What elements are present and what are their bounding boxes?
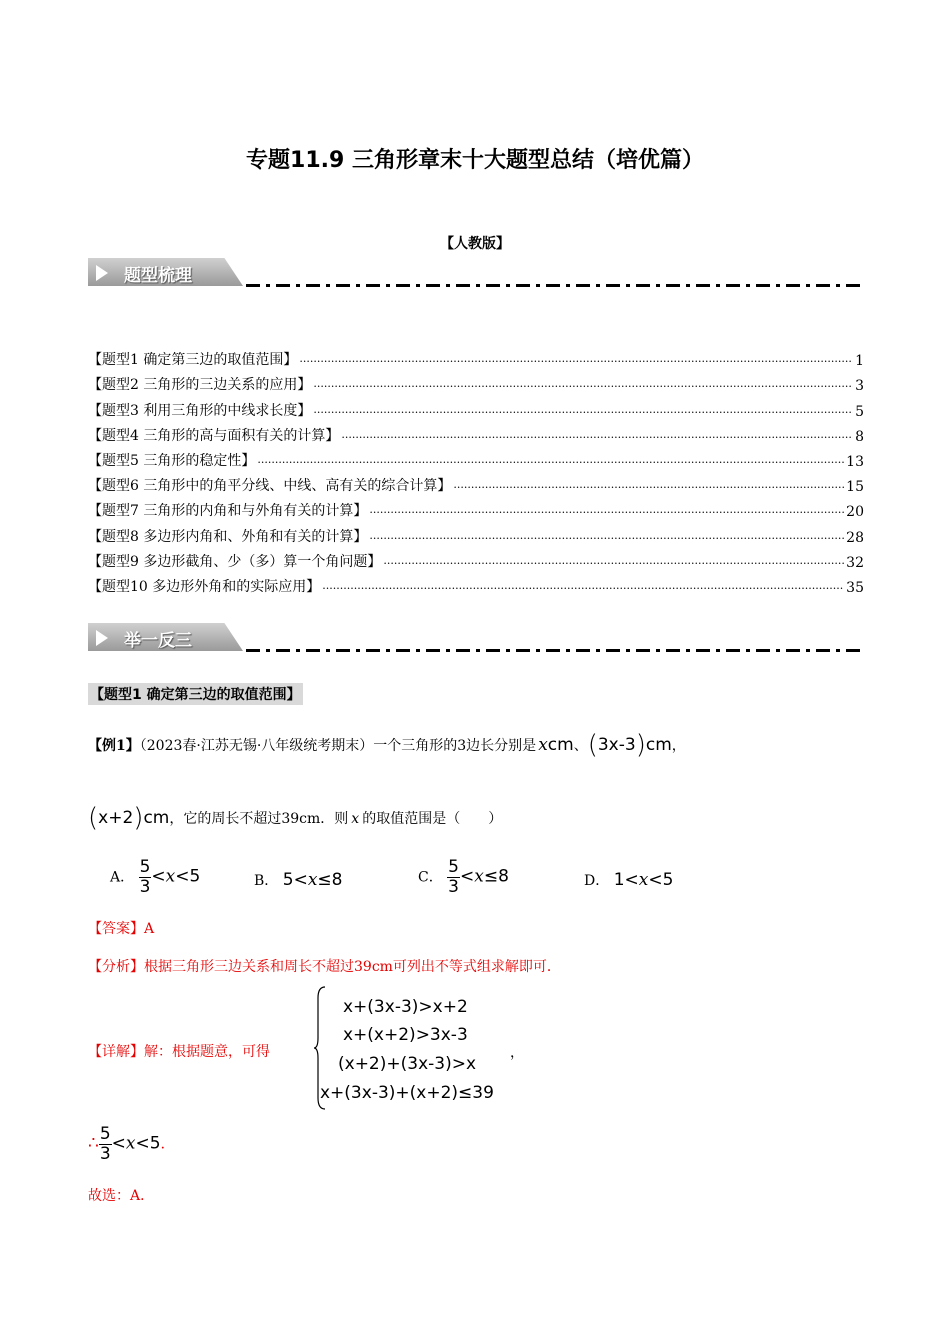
toc-item[interactable] <box>88 420 864 445</box>
toc-item[interactable] <box>88 520 864 545</box>
toc-item-page: 8 <box>855 428 864 445</box>
system-eq-3: (x+2)+(3x-3)>x <box>338 1054 477 1074</box>
conclusion-period: ． <box>160 1136 175 1153</box>
option-d[interactable] <box>584 870 673 890</box>
toc-item-title: 【题型1 确定第三边的取值范围】 <box>88 352 298 369</box>
paren-close: ) <box>635 730 646 760</box>
dash-divider <box>246 284 864 287</box>
side2-unit: cm <box>645 735 672 755</box>
fraction: $\frac{5}{3}$ <box>139 857 151 897</box>
option-expr-rest: <x<5 <box>151 866 201 887</box>
option-expr: 5<x≤8 <box>282 870 343 890</box>
detail-label: 【详解】 <box>88 1044 144 1060</box>
system-eq-2: x+(x+2)>3x-3 <box>343 1025 468 1045</box>
example-source: （2023春·江苏无锡·八年级统考期末）一个三角形的3边长分别是 <box>139 738 537 754</box>
analysis-line <box>88 956 561 976</box>
fraction: $\frac{5}{3}$ <box>448 857 459 897</box>
system-eq-4: x+(3x-3)+(x+2)≤39 <box>320 1083 494 1103</box>
toc-leader-dots <box>369 529 844 543</box>
paren-open: ( <box>587 730 598 760</box>
side3-unit: cm <box>143 808 170 828</box>
option-letter: C． <box>418 869 443 886</box>
side-comma: ， <box>671 738 686 754</box>
toc-item-title: 【题型8 多边形内角和、外角和有关的计算】 <box>88 528 368 545</box>
dash-divider <box>246 649 864 652</box>
toc-item-page: 35 <box>846 579 864 596</box>
banner-label: 举一反三 <box>124 631 192 651</box>
toc-item-page: 15 <box>846 479 864 496</box>
option-expr: 1<x<5 <box>613 870 674 890</box>
option-b[interactable] <box>254 870 342 890</box>
option-letter: D． <box>584 873 610 889</box>
toc-item-title: 【题型7 三角形的内角和与外角有关的计算】 <box>88 503 368 520</box>
option-expr-rest: <x≤8 <box>460 866 509 887</box>
toc-leader-dots <box>322 579 844 593</box>
example-question-line2 <box>88 803 502 833</box>
side1-var: x <box>538 735 548 755</box>
toc-item-title: 【题型3 利用三角形的中线求长度】 <box>88 402 312 419</box>
side2-expr: 3x-3 <box>597 735 636 755</box>
system-eq-1: x+(3x-3)>x+2 <box>343 997 468 1017</box>
option-c[interactable] <box>418 858 509 897</box>
toc-item[interactable] <box>88 445 864 470</box>
toc-leader-dots <box>383 554 844 568</box>
conclusion-line <box>88 1125 175 1164</box>
example-label: 【例1】 <box>88 738 140 754</box>
option-letter: A． <box>110 869 135 886</box>
option-a[interactable] <box>110 858 200 897</box>
conclusion-expr-rest: <x<5 <box>111 1133 161 1154</box>
fraction: $\frac{5}{3}$ <box>99 1124 111 1164</box>
side1-unit: cm <box>547 735 574 755</box>
analysis-label: 【分析】 <box>88 959 144 975</box>
system-trailing-comma: ， <box>510 1045 524 1061</box>
option-letter: B． <box>254 873 279 889</box>
toc-item-page: 28 <box>846 529 864 546</box>
answer-line <box>88 918 154 938</box>
toc-item[interactable] <box>88 571 864 596</box>
detail-text: 解：根据题意，可得 <box>144 1044 270 1060</box>
toc-leader-dots <box>257 453 844 467</box>
toc-item-page: 1 <box>855 353 864 370</box>
therefore-symbol: ∴ <box>88 1133 99 1154</box>
answer-value: A <box>144 921 155 937</box>
toc-item-title: 【题型10 多边形外角和的实际应用】 <box>88 578 321 595</box>
toc-item[interactable] <box>88 394 864 419</box>
final-choice: 故选：A． <box>88 1188 155 1204</box>
toc-item-title: 【题型9 多边形截角、少（多）算一个角问题】 <box>88 553 382 570</box>
play-triangle-icon <box>96 265 108 281</box>
toc-item-page: 3 <box>855 378 864 395</box>
toc-item[interactable] <box>88 546 864 571</box>
toc-item[interactable] <box>88 470 864 495</box>
toc-leader-dots <box>299 352 853 366</box>
analysis-text: 根据三角形三边关系和周长不超过39cm可列出不等式组求解即可． <box>144 959 561 975</box>
toc-item-page: 32 <box>846 554 864 571</box>
side3-expr: x+2 <box>98 808 134 828</box>
toc-item[interactable] <box>88 344 864 369</box>
banner-label: 题型梳理 <box>124 266 192 286</box>
toc-item-page: 20 <box>846 504 864 521</box>
toc-leader-dots <box>341 428 853 442</box>
answer-label: 【答案】 <box>88 921 144 937</box>
toc-item[interactable] <box>88 495 864 520</box>
section-heading: 【题型1 确定第三边的取值范围】 <box>88 683 303 705</box>
side-separator: 、 <box>573 738 588 754</box>
banner-examples <box>88 623 864 659</box>
edition-label: 【人教版】 <box>440 236 510 252</box>
toc-item-title: 【题型6 三角形中的角平分线、中线、高有关的综合计算】 <box>88 478 452 495</box>
paren-close: ) <box>133 803 144 833</box>
detail-line <box>88 1041 270 1061</box>
toc-leader-dots <box>313 377 853 391</box>
toc-item-page: 5 <box>855 403 864 420</box>
toc-leader-dots <box>453 478 844 492</box>
example-question-line1 <box>88 730 686 760</box>
table-of-contents <box>88 344 864 596</box>
question-var: x <box>351 811 360 827</box>
question-text: ，它的周长不超过39cm．则 <box>169 811 349 827</box>
page-title: 专题11.9 三角形章末十大题型总结（培优篇） <box>246 148 704 173</box>
question-tail: 的取值范围是（ ） <box>362 811 503 827</box>
play-triangle-icon <box>96 630 108 646</box>
toc-item[interactable] <box>88 369 864 394</box>
toc-leader-dots <box>313 403 853 417</box>
toc-item-title: 【题型5 三角形的稳定性】 <box>88 452 256 469</box>
paren-open: ( <box>88 803 99 833</box>
banner-question-types <box>88 258 864 294</box>
toc-item-title: 【题型4 三角形的高与面积有关的计算】 <box>88 427 340 444</box>
toc-item-title: 【题型2 三角形的三边关系的应用】 <box>88 377 312 394</box>
toc-leader-dots <box>369 503 844 517</box>
toc-item-page: 13 <box>846 453 864 470</box>
